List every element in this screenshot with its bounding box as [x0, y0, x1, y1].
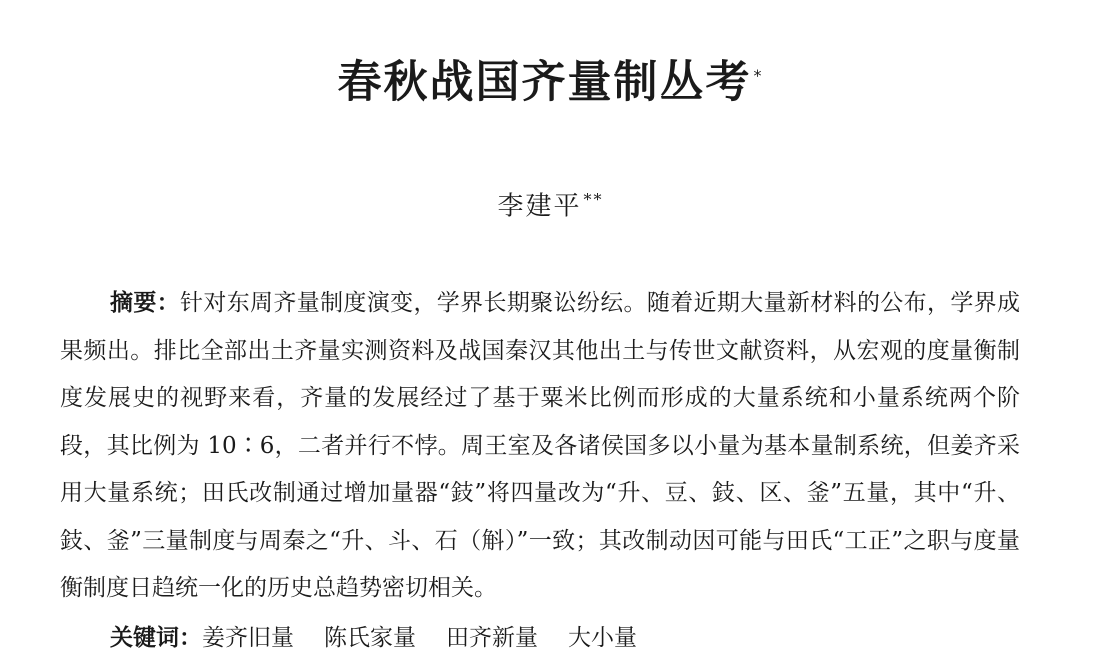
keywords — [110, 618, 667, 658]
keyword: 大小量 — [568, 625, 637, 651]
abstract-text: 针对东周齐量制度演变，学界长期聚讼纷纭。随着近期大量新材料的公布，学界成果频出。排比全部出土齐量实测资料及战国秦汉其他出土与传世文献资料，从宏观的度量衡制度发展史的视野来看，齐量的发展经过了基于粟米比例而形成的大量系统和小量系统两个阶段，其比例为 10∶6，二者并行不悖。周王室及各诸侯国多以小量为基本量制系统，但姜齐采用大量系统；田氏改制通过增加量器“鈘”将四量改为“升、豆、鈘、区、釜”五量，其中“升、鈘、釜”三量制度与周秦之“升、斗、石（斛）”一致；其改制动因可能与田氏“工正”之职与度量衡制度日趋统一化的历史总趋势密切相关。 — [60, 290, 1021, 601]
title-text: 春秋战国齐量制丛考 — [337, 57, 752, 109]
abstract — [60, 280, 1020, 613]
keyword: 陈氏家量 — [324, 625, 416, 651]
title-footnote-mark: * — [753, 66, 764, 86]
keywords-label: 关键词： — [110, 625, 202, 651]
paper-title — [0, 41, 1101, 118]
abstract-label: 摘要： — [110, 290, 181, 316]
author-name: 李建平 — [497, 191, 582, 222]
author-footnote-mark: ** — [583, 190, 604, 209]
author-line — [0, 180, 1101, 227]
abstract-paragraph — [60, 280, 1020, 613]
keyword: 姜齐旧量 — [202, 625, 294, 651]
keyword: 田齐新量 — [446, 625, 538, 651]
